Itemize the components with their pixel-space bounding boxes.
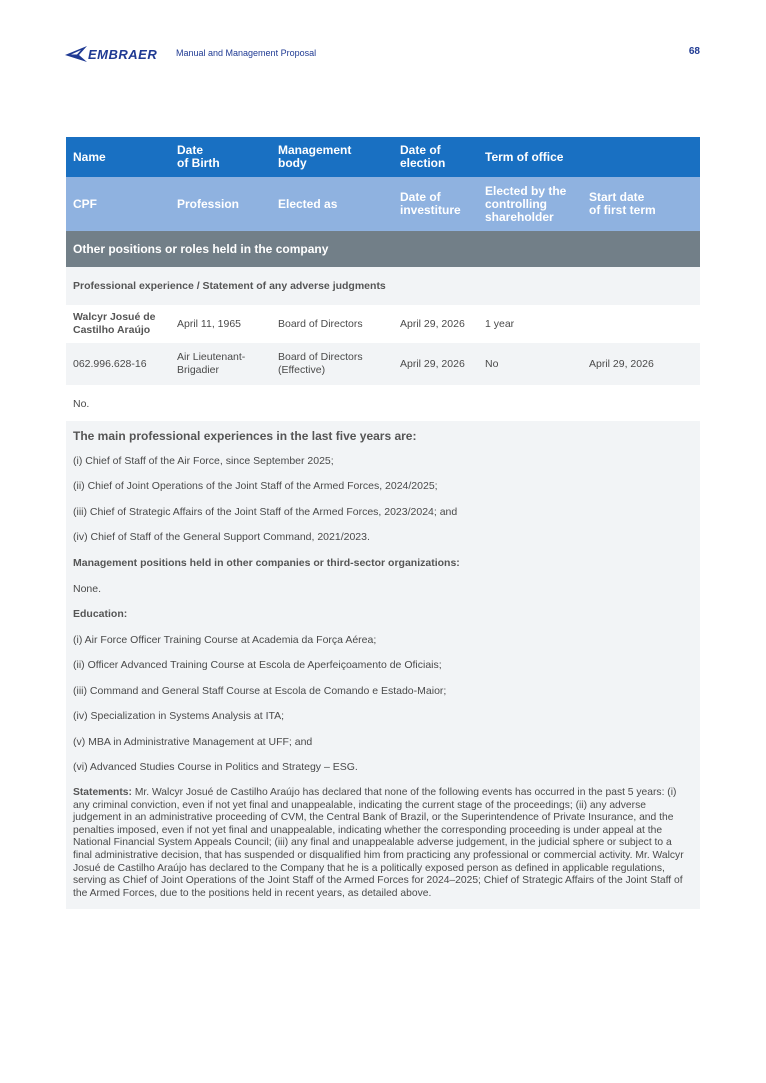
statements-label: Statements: bbox=[73, 787, 132, 798]
date-of-election: April 29, 2026 bbox=[400, 317, 465, 330]
header-row-1 bbox=[66, 137, 700, 177]
term-of-office: 1 year bbox=[485, 317, 515, 330]
col-start-header: Start date of first term bbox=[589, 190, 656, 217]
other-positions-value: No. bbox=[73, 397, 90, 410]
director-name: Walcyr Josué de Castilho Araújo bbox=[73, 311, 156, 336]
list-item: (iii) Command and General Staff Course at Escola de Comando e Estado-Maior; bbox=[73, 685, 447, 697]
investiture-value: April 29, 2026 bbox=[400, 357, 465, 370]
education-heading: Education: bbox=[73, 608, 128, 620]
management-positions-heading: Management positions held in other companies or third-sector organizations: bbox=[73, 557, 460, 569]
col-body-header: Management body bbox=[278, 143, 352, 170]
table-row bbox=[66, 343, 700, 385]
list-item: (v) MBA in Administrative Management at UFF; and bbox=[73, 736, 313, 748]
other-positions-row bbox=[66, 385, 700, 423]
header-row-3 bbox=[66, 231, 700, 267]
logo-text: EMBRAER bbox=[88, 46, 158, 62]
col-controlling-header: Elected by the controlling shareholder bbox=[485, 183, 567, 224]
list-item: (iii) Chief of Strategic Affairs of the Joint Staff of the Armed Forces, 2023/2024; and bbox=[73, 506, 458, 518]
statements-paragraph bbox=[73, 787, 691, 900]
profession-value: Air Lieutenant- Brigadier bbox=[177, 351, 246, 376]
elected-as-value: Board of Directors (Effective) bbox=[278, 351, 363, 376]
col-name-header: Name bbox=[73, 149, 106, 164]
list-item: (i) Air Force Officer Training Course at Academia da Força Aérea; bbox=[73, 634, 377, 646]
page-number: 68 bbox=[688, 46, 700, 57]
col-profession-header: Profession bbox=[177, 196, 240, 211]
list-item: (ii) Chief of Joint Operations of the Joint Staff of the Armed Forces, 2024/2025; bbox=[73, 480, 438, 492]
cpf-value: 062.996.628-16 bbox=[73, 357, 147, 370]
col-election-header: Date of election bbox=[400, 143, 446, 170]
col-cpf-header: CPF bbox=[73, 196, 97, 211]
document-title: Manual and Management Proposal bbox=[176, 48, 317, 58]
table-row bbox=[66, 305, 700, 343]
col-dob-header: Date of Birth bbox=[177, 143, 220, 170]
controlling-value: No bbox=[485, 357, 499, 370]
main-experiences-heading: The main professional experiences in the last five years are: bbox=[73, 429, 417, 443]
header-row-2 bbox=[66, 177, 700, 231]
list-item: (vi) Advanced Studies Course in Politics and Strategy – ESG. bbox=[73, 761, 358, 773]
experience-label-row bbox=[66, 267, 700, 305]
date-of-birth: April 11, 1965 bbox=[177, 317, 242, 330]
list-item: (ii) Officer Advanced Training Course at Escola de Aperfeiçoamento de Oficiais; bbox=[73, 659, 442, 671]
other-positions-header: Other positions or roles held in the company bbox=[73, 241, 329, 256]
director-table bbox=[66, 137, 700, 423]
col-elected-as-header: Elected as bbox=[278, 196, 338, 211]
management-positions-value: None. bbox=[73, 583, 102, 595]
start-date-value: April 29, 2026 bbox=[589, 357, 654, 370]
list-item: (i) Chief of Staff of the Air Force, since September 2025; bbox=[73, 455, 334, 467]
embraer-logo-icon bbox=[65, 46, 87, 62]
list-item: (iv) Specialization in Systems Analysis at ITA; bbox=[73, 710, 285, 722]
col-investiture-header: Date of investiture bbox=[400, 190, 461, 217]
experience-details bbox=[66, 421, 700, 909]
list-item: (iv) Chief of Staff of the General Support Command, 2021/2023. bbox=[73, 531, 370, 543]
embraer-logo bbox=[65, 44, 157, 64]
statements-text: Mr. Walcyr Josué de Castilho Araújo has declared that none of the following events has occurred in the past 5 years: (i) any criminal conviction, even if not yet final and unappealable, indicating the current stage of the proceedings; (ii) any adverse judgement in an administrative proceeding of CVM, the Central Bank of Brazil, or the Superintendence of Private Insurance, and the penalties imposed, even if not yet final and unappealable, indicating whether the corresponding proceeding is under appeal at the National Financial System Appeals Council; (iii) any final and unappealable adverse judgement, in the judicial sphere or subject to a final administrative decision, that has suspended or disqualified him from practicing any professional or commercial activity. Mr. Walcyr Josué de Castilho Araújo has declared to the Company that he is a politically exposed person as defined in applicable regulations, serving as Chief of Joint Operations of the Joint Staff of the Armed Forces for 2024–2025; Chief of Strategic Affairs of the Joint Staff of the Armed Forces, due to the positions held in recent years, as detailed above. bbox=[73, 787, 684, 899]
management-body: Board of Directors bbox=[278, 317, 363, 330]
page-header bbox=[65, 44, 700, 64]
experience-label: Professional experience / Statement of any adverse judgments bbox=[73, 279, 386, 292]
col-term-header: Term of office bbox=[485, 149, 564, 164]
